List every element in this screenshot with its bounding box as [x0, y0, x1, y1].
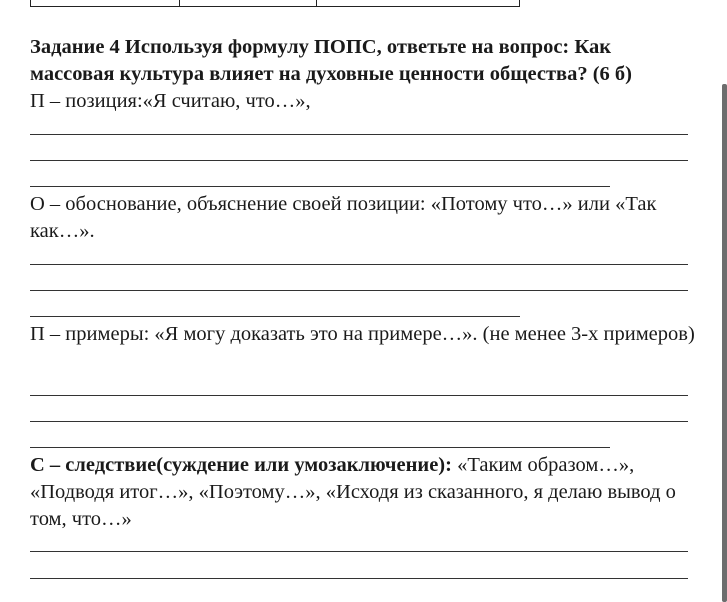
section-justification-text: О – обоснование, объяснение своей позиции: «Потому что…» или «Так как…».	[30, 193, 657, 242]
answer-line	[30, 447, 610, 448]
table-bottom-edge	[30, 0, 520, 7]
answer-line	[30, 551, 688, 552]
answer-line	[30, 264, 688, 265]
task-title: Задание 4 Используя формулу ПОПС, ответьте на вопрос: Как массовая культура влияет на духовные ценности общества? (6 б)	[30, 36, 633, 85]
answer-line	[30, 395, 688, 396]
answer-line	[30, 578, 688, 579]
section-conclusion-text	[30, 452, 700, 533]
answer-line	[30, 421, 688, 422]
table-column-divider	[179, 0, 180, 6]
answer-line	[30, 160, 688, 161]
scrollbar[interactable]	[722, 84, 727, 602]
section-conclusion-heading: С – следствие(суждение или умозаключение):	[30, 454, 452, 476]
section-conclusion-body: «Таким образом…», «Подводя итог…», «Поэтому…», «Исходя из сказанного, я делаю вывод о том, что…»	[30, 454, 676, 530]
answer-line	[30, 290, 688, 291]
answer-line	[30, 134, 688, 135]
answer-line	[30, 316, 520, 317]
table-column-divider	[316, 0, 317, 6]
section-position-text: П – позиция:«Я считаю, что…»,	[30, 90, 311, 112]
section-examples-text: П – примеры: «Я могу доказать это на примере…». (не менее 3-х примеров)	[30, 323, 695, 345]
answer-line	[30, 186, 610, 187]
